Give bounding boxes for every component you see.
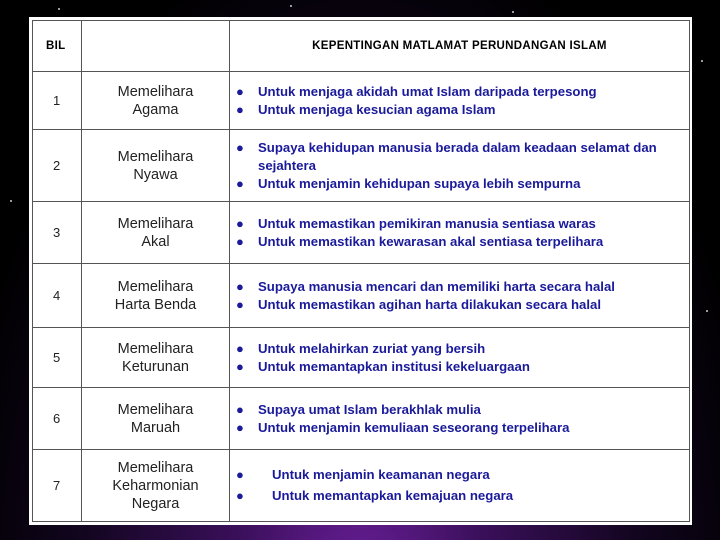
list-item xyxy=(236,358,685,376)
kepentingan-list xyxy=(236,466,685,505)
matlamat-line: Memelihara xyxy=(117,340,194,357)
kepentingan-list xyxy=(236,278,685,314)
kepentingan-list xyxy=(236,139,685,193)
row-number: 4 xyxy=(33,264,82,328)
list-item xyxy=(236,419,685,437)
point-text: Untuk memantapkan kemajuan negara xyxy=(272,488,514,503)
matlamat-line: Memelihara xyxy=(117,83,194,100)
bullet-icon: ● xyxy=(236,139,244,155)
matlamat-cell xyxy=(82,202,230,264)
point-text: Untuk menjamin kehidupan supaya lebih sempurna xyxy=(258,175,581,191)
point-text: Supaya manusia mencari dan memiliki harta secara halal xyxy=(258,278,615,294)
kepentingan-list xyxy=(236,401,685,437)
star-decoration xyxy=(290,5,292,7)
star-decoration xyxy=(10,200,12,202)
point-text: Untuk memastikan agihan harta dilakukan secara halal xyxy=(258,296,602,312)
header-matlamat xyxy=(82,21,230,72)
kepentingan-list xyxy=(236,215,685,251)
list-item xyxy=(236,466,685,484)
bullet-icon: ● xyxy=(236,488,244,503)
table-row xyxy=(33,328,690,388)
bullet-icon: ● xyxy=(236,83,244,99)
point-text: Untuk memastikan kewarasan akal sentiasa terpelihara xyxy=(258,233,604,249)
list-item xyxy=(236,296,685,314)
bullet-icon: ● xyxy=(236,215,244,231)
kepentingan-list xyxy=(236,340,685,376)
kepentingan-cell xyxy=(230,130,690,202)
matlamat-line: Memelihara xyxy=(117,278,194,295)
row-number: 7 xyxy=(33,450,82,522)
matlamat-line: Memelihara xyxy=(117,459,194,476)
matlamat-cell xyxy=(82,328,230,388)
bullet-icon: ● xyxy=(236,358,244,374)
matlamat-line: Memelihara xyxy=(117,401,194,418)
star-decoration xyxy=(512,11,514,13)
kepentingan-list xyxy=(236,83,685,119)
matlamat-line: Negara xyxy=(131,495,180,512)
bullet-icon: ● xyxy=(236,233,244,249)
list-item xyxy=(236,233,685,251)
matlamat-line: Memelihara xyxy=(117,148,194,165)
point-text: Supaya umat Islam berakhlak mulia xyxy=(258,401,481,417)
matlamat-cell xyxy=(82,264,230,328)
bullet-icon: ● xyxy=(236,467,244,482)
bullet-icon: ● xyxy=(236,340,244,356)
list-item xyxy=(236,340,685,358)
kepentingan-cell xyxy=(230,202,690,264)
matlamat-line: Akal xyxy=(141,233,170,250)
list-item xyxy=(236,101,685,119)
point-text: Untuk menjaga kesucian agama Islam xyxy=(258,101,496,117)
matlamat-line: Keturunan xyxy=(122,358,189,375)
table-row xyxy=(33,450,690,522)
table-row xyxy=(33,72,690,130)
point-text: Untuk menjaga akidah umat Islam daripada terpesong xyxy=(258,83,597,99)
list-item xyxy=(236,215,685,233)
bullet-icon: ● xyxy=(236,175,244,191)
table-row xyxy=(33,202,690,264)
matlamat-line: Memelihara xyxy=(117,215,194,232)
matlamat-line: Nyawa xyxy=(133,166,178,183)
list-item xyxy=(236,278,685,296)
kepentingan-cell xyxy=(230,388,690,450)
matlamat-line: Maruah xyxy=(130,419,181,436)
kepentingan-cell xyxy=(230,328,690,388)
star-decoration xyxy=(706,310,708,312)
list-item xyxy=(236,83,685,101)
matlamat-cell xyxy=(82,450,230,522)
point-text: Untuk memantapkan institusi kekeluargaan xyxy=(258,358,530,374)
slide-sheet xyxy=(29,17,692,525)
matlamat-table xyxy=(32,20,690,522)
matlamat-line: Harta Benda xyxy=(114,296,197,313)
table-header-row xyxy=(33,21,690,72)
row-number: 6 xyxy=(33,388,82,450)
star-decoration xyxy=(58,8,60,10)
bullet-icon: ● xyxy=(236,101,244,117)
point-text: Untuk memastikan pemikiran manusia sentiasa waras xyxy=(258,215,596,231)
kepentingan-cell xyxy=(230,264,690,328)
list-item xyxy=(236,487,685,505)
bullet-icon: ● xyxy=(236,419,244,435)
row-number: 2 xyxy=(33,130,82,202)
table-row xyxy=(33,388,690,450)
matlamat-cell xyxy=(82,388,230,450)
list-item xyxy=(236,175,685,193)
point-text: Supaya kehidupan manusia berada dalam keadaan selamat dan sejahtera xyxy=(258,139,657,173)
list-item xyxy=(236,401,685,419)
kepentingan-cell xyxy=(230,450,690,522)
row-number: 3 xyxy=(33,202,82,264)
bullet-icon: ● xyxy=(236,296,244,312)
header-kepentingan: KEPENTINGAN MATLAMAT PERUNDANGAN ISLAM xyxy=(230,21,690,72)
point-text: Untuk melahirkan zuriat yang bersih xyxy=(258,340,486,356)
row-number: 1 xyxy=(33,72,82,130)
table-row xyxy=(33,130,690,202)
kepentingan-cell xyxy=(230,72,690,130)
row-number: 5 xyxy=(33,328,82,388)
table-row xyxy=(33,264,690,328)
table-body xyxy=(33,72,690,522)
point-text: Untuk menjamin kemuliaan seseorang terpelihara xyxy=(258,419,570,435)
matlamat-cell xyxy=(82,130,230,202)
header-bil: BIL xyxy=(33,21,82,72)
point-text: Untuk menjamin keamanan negara xyxy=(272,467,490,482)
list-item xyxy=(236,139,685,175)
matlamat-line: Keharmonian xyxy=(112,477,199,494)
star-decoration xyxy=(701,60,703,62)
bullet-icon: ● xyxy=(236,278,244,294)
bullet-icon: ● xyxy=(236,401,244,417)
matlamat-cell xyxy=(82,72,230,130)
matlamat-line: Agama xyxy=(132,101,179,118)
